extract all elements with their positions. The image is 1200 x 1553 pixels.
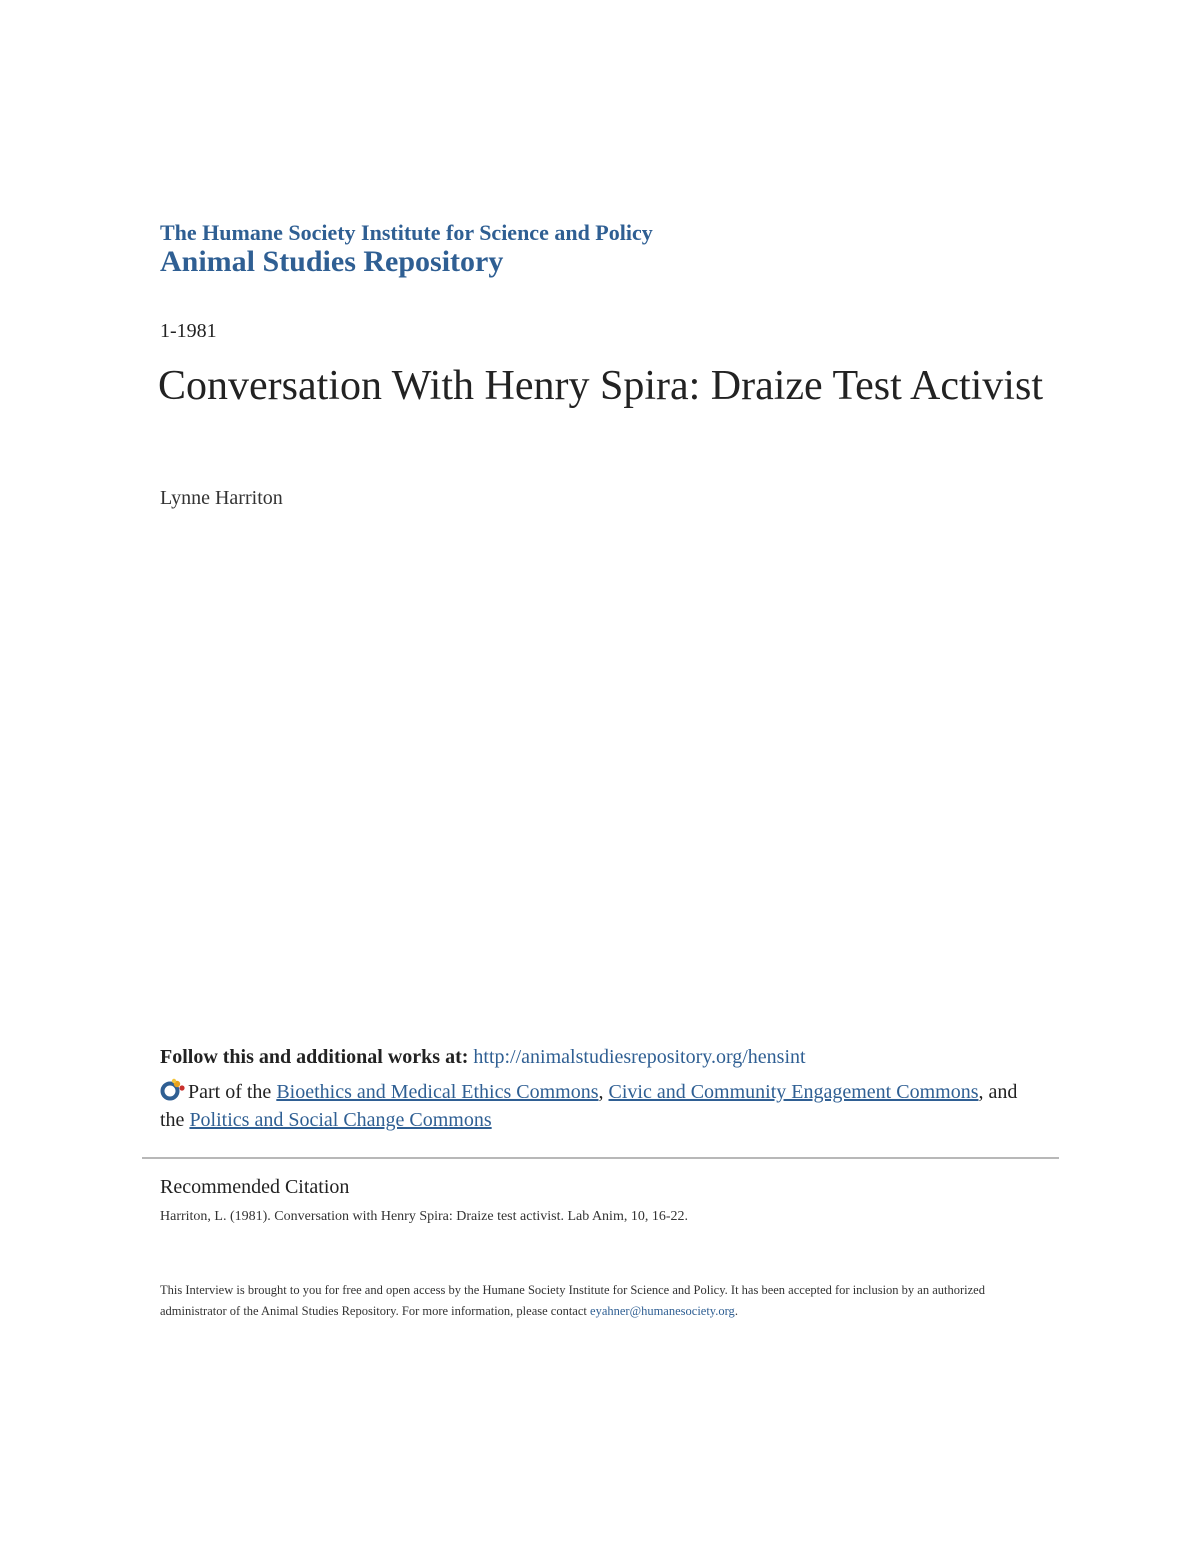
section-divider: [142, 1157, 1059, 1159]
access-notice-text: This Interview is brought to you for free and open access by the Humane Society Institute for Science and Policy. It has been accepted for inclusion by an authorized administrator of the Animal Studies Repository. For more information, please contact: [160, 1283, 985, 1318]
citation-text: Harriton, L. (1981). Conversation with Henry Spira: Draize test activist. Lab Anim, 10, 16-22.: [160, 1209, 689, 1224]
repository-url-link[interactable]: http://animalstudiesrepository.org/hensint: [473, 1046, 806, 1068]
politics-social-change-commons-link[interactable]: Politics and Social Change Commons: [189, 1109, 492, 1131]
part-of-separator-1: ,: [598, 1081, 604, 1103]
part-of-separator-2: , and the: [160, 1081, 1018, 1131]
access-notice: [160, 1280, 1040, 1322]
follow-line: [160, 1046, 806, 1069]
part-of-line: [160, 1078, 1020, 1134]
network-commons-icon: [160, 1078, 186, 1102]
repository-name: Animal Studies Repository: [160, 245, 504, 278]
contact-email-link[interactable]: eyahner@humanesociety.org: [590, 1304, 735, 1318]
citation-heading: Recommended Citation: [160, 1176, 350, 1198]
civic-engagement-commons-link[interactable]: Civic and Community Engagement Commons: [608, 1081, 979, 1103]
access-notice-end: .: [734, 1304, 738, 1318]
publication-date: 1-1981: [160, 320, 217, 342]
document-title: Conversation With Henry Spira: Draize Test Activist: [158, 363, 1043, 409]
follow-label: Follow this and additional works at:: [160, 1046, 469, 1068]
author-name: Lynne Harriton: [160, 487, 283, 509]
institution-name: The Humane Society Institute for Science and Policy: [160, 220, 653, 245]
part-of-prefix: Part of the: [188, 1081, 272, 1103]
bioethics-commons-link[interactable]: Bioethics and Medical Ethics Commons: [276, 1081, 599, 1103]
